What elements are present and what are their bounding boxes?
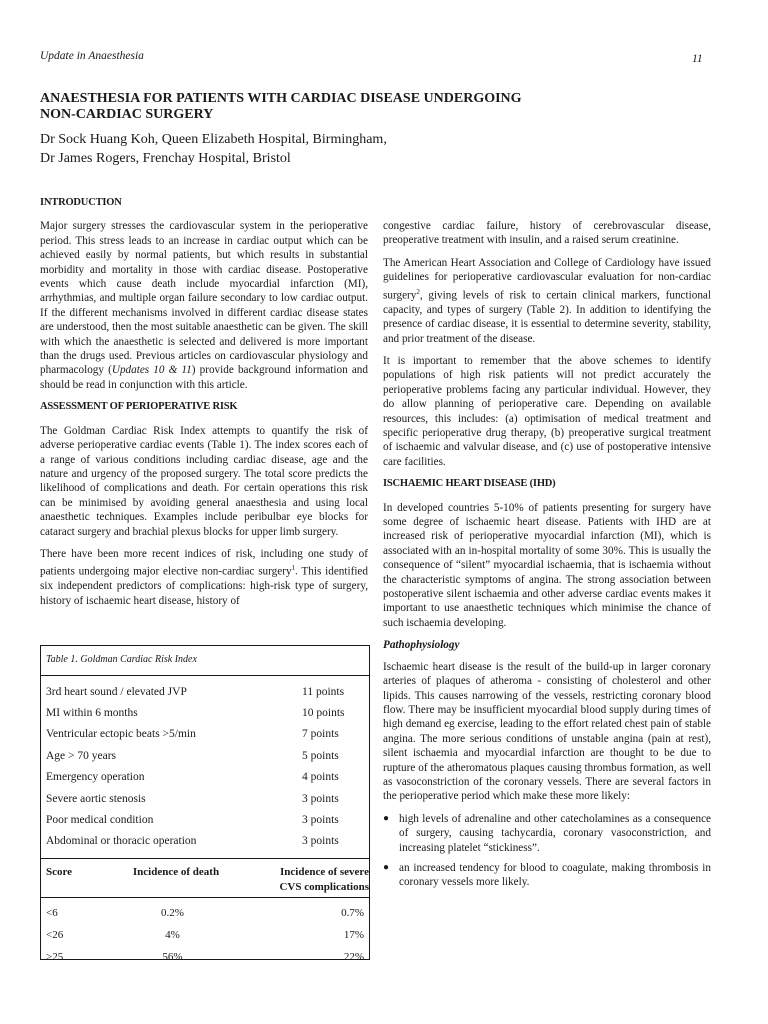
author-2: Dr James Rogers, Frenchay Hospital, Bristol (40, 151, 291, 166)
table-caption: Table 1. Goldman Cardiac Risk Index (41, 646, 369, 676)
goldman-risk-table (40, 645, 370, 964)
col-header-death: Incidence of death (132, 866, 220, 879)
risk-indices-paragraph (40, 547, 368, 608)
risk-predictors-paragraph: congestive cardiac failure, history of cerebrovascular disease, preoperative treatment with insulin, and a raised serum creatinine. (383, 220, 711, 247)
journal-name: Update in Anaesthesia (40, 50, 144, 62)
risk-points: 7 points (302, 728, 339, 741)
death-value: 0.2% (161, 907, 184, 920)
table-row (41, 831, 369, 852)
authors (40, 130, 640, 168)
col-header-cvs (231, 865, 369, 897)
ihd-heading: ISCHAEMIC HEART DISEASE (IHD) (383, 478, 556, 490)
risk-factor: 3rd heart sound / elevated JVP (46, 685, 187, 698)
risk-assessment-heading: ASSESSMENT OF PERIOPERATIVE RISK (40, 401, 238, 413)
score-rows (41, 897, 369, 968)
risk-factor: Abdominal or thoracic operation (46, 835, 197, 848)
risk-text-a: There have been more recent indices of risk, including one study of patients undergoing major elective non-cardiac surgery (40, 547, 368, 579)
table-row (41, 946, 369, 968)
risk-points: 5 points (302, 749, 339, 762)
risk-factor: Ventricular ectopic beats >5/min (46, 728, 196, 741)
aha-text-b: , giving levels of risk to certain clinical markers, functional capacity, and types of surgery (Table 2). In addition to identifying the presence of cardiac disease, it is essential to determine severity, stability, and prior treatment of the disease. (383, 289, 711, 345)
table-row (41, 681, 369, 702)
risk-text-b: . This identified six independent predictors of complications: high-risk type of surgery, history of ischaemic heart disease, history of (40, 566, 368, 607)
risk-factor: Severe aortic stenosis (46, 792, 146, 805)
cvs-value: 17% (343, 929, 364, 942)
introduction-heading: INTRODUCTION (40, 197, 122, 208)
citation-2: 2 (416, 287, 420, 296)
risk-points: 3 points (302, 792, 339, 805)
risk-factor: MI within 6 months (46, 707, 138, 720)
left-column (40, 196, 368, 616)
introduction-paragraph (40, 219, 368, 392)
col-header-score: Score (46, 866, 73, 879)
table-row (41, 902, 369, 924)
score-table-header (41, 858, 369, 897)
risk-factor: Poor medical condition (46, 814, 154, 827)
risk-points: 4 points (302, 771, 339, 784)
bullet-icon: ● (383, 861, 390, 873)
aha-text-a: The American Heart Association and College of Cardiology have issued guidelines for perioperative cardiovascular evaluation for non-cardiac surgery (383, 256, 711, 302)
death-value: 56% (162, 951, 183, 964)
title-line-2: NON-CARDIAC SURGERY (40, 107, 214, 122)
ihd-paragraph: In developed countries 5-10% of patients presenting for surgery have some degree of ischaemic heart disease. Patients with IHD are at increased risk of perioperative myocardial infarction (MI), which is associated with an in-hospital mortality of some 30%. This is usually the consequence of “silent” myocardial ischaemia, that is ischaemia without the characteristic symptoms of angina. The strong association between postoperative silent ischaemia and other adverse cardiac events makes it important to use anaesthetic techniques which minimise the chance of such ischaemia developing. (383, 501, 711, 629)
risk-factor-rows (41, 676, 369, 852)
pathophysiology-paragraph: Ischaemic heart disease is the result of the build-up in larger coronary arteries of plaques of atheroma - consisting of cholesterol and other lipids. This causes narrowing of the vessels, restricting coronary blood flow. There may be insufficient myocardial blood supply during times of high demand eg exercise, leading to the effort related chest pain of stable angina. The more serious conditions of unstable angina (pain at rest), silent ischaemia and myocardial infarction are thought to be due to rupture of the atheromatous plaques causing thrombus formation, as well as vasoconstriction of the coronary vessels. There are several factors in the perioperative period which make these more likely: (383, 660, 711, 803)
planning-paragraph: It is important to remember that the above schemes to identify populations of high risk patients will not predict accurately the perioperative problems facing any particular individual. However, they do allow planning of perioperative care. Depending on available resources, this includes: (a) optimisation of medical treatment and specific perioperative drug therapy, (b) preoperative surgical treatment of ischaemic and valvular disease, and (c) use of postoperative intensive care facilities. (383, 354, 711, 468)
title-line-1: ANAESTHESIA FOR PATIENTS WITH CARDIAC DISEASE UNDERGOING (40, 91, 522, 106)
score-value: >25 (46, 951, 64, 964)
pathophysiology-heading: Pathophysiology (383, 639, 460, 652)
table-row (41, 809, 369, 830)
article-title (40, 91, 640, 123)
right-column (383, 219, 711, 896)
list-item (383, 812, 711, 855)
bullet-icon: ● (383, 812, 390, 824)
table-row (41, 745, 369, 766)
risk-points: 3 points (302, 814, 339, 827)
citation-1: 1 (291, 564, 296, 573)
bullet-text: an increased tendency for blood to coagulate, making thrombosis in coronary vessels more likely. (399, 861, 711, 889)
risk-factor: Emergency operation (46, 771, 145, 784)
risk-points: 11 points (302, 685, 345, 698)
col-header-cvs-line2: CVS complications (279, 881, 369, 894)
death-value: 4% (165, 929, 180, 942)
goldman-paragraph: The Goldman Cardiac Risk Index attempts to quantify the risk of adverse perioperative cardiac events (Table 1). The index scores each of a range of various conditions including cardiac disease, age and the nature and urgency of the proposed surgery. The total score predicts the likelihood of complications and death. For certain operations this risk can be minimised by avoiding general anaesthesia and using local anaesthetic techniques. Examples include peribulbar eye blocks for cataract surgery and brachial plexus blocks for upper limb surgery. (40, 424, 368, 538)
risk-points: 10 points (302, 707, 345, 720)
list-item (383, 861, 711, 890)
table-row (41, 702, 369, 723)
cvs-value: 22% (343, 951, 364, 964)
score-value: <26 (46, 929, 64, 942)
col-header-cvs-line1: Incidence of severe (280, 866, 369, 879)
page-number: 11 (692, 53, 703, 65)
risk-factor: Age > 70 years (46, 749, 117, 762)
cvs-value: 0.7% (341, 907, 364, 920)
table-row (41, 788, 369, 809)
table-row (41, 924, 369, 946)
risk-points: 3 points (302, 835, 339, 848)
intro-text-a: Major surgery stresses the cardiovascular system in the perioperative period. This stress leads to an increase in cardiac output which can be achieved easily by normal patients, but which results in substantial morbidity and mortality in those with cardiac disease. Postoperative events which cause death include myocardial infarction (MI), arrhythmias, and multiple organ failure secondary to low cardiac output. If the different mechanisms involved in different cardiac disease states are understood, then the most suitable anaesthetic can be given. The skill with which the anaesthetic is selected and delivered is more important than the drugs used. Previous articles on cardiovascular physiology and pharmacology ( (40, 220, 368, 377)
bullet-text: high levels of adrenaline and other catecholamines as a consequence of surgery, causing tachycardia, coronary vasoconstriction, and increasing platelet “stickiness”. (399, 812, 711, 854)
aha-guidelines-paragraph (383, 256, 711, 346)
score-value: <6 (46, 907, 58, 920)
table-row (41, 767, 369, 788)
author-1: Dr Sock Huang Koh, Queen Elizabeth Hospital, Birmingham, (40, 132, 387, 147)
updates-reference: Updates 10 & 11 (111, 364, 192, 377)
intro-text-b: ) provide background information and should be read in conjunction with this article. (40, 364, 368, 391)
table-row (41, 724, 369, 745)
